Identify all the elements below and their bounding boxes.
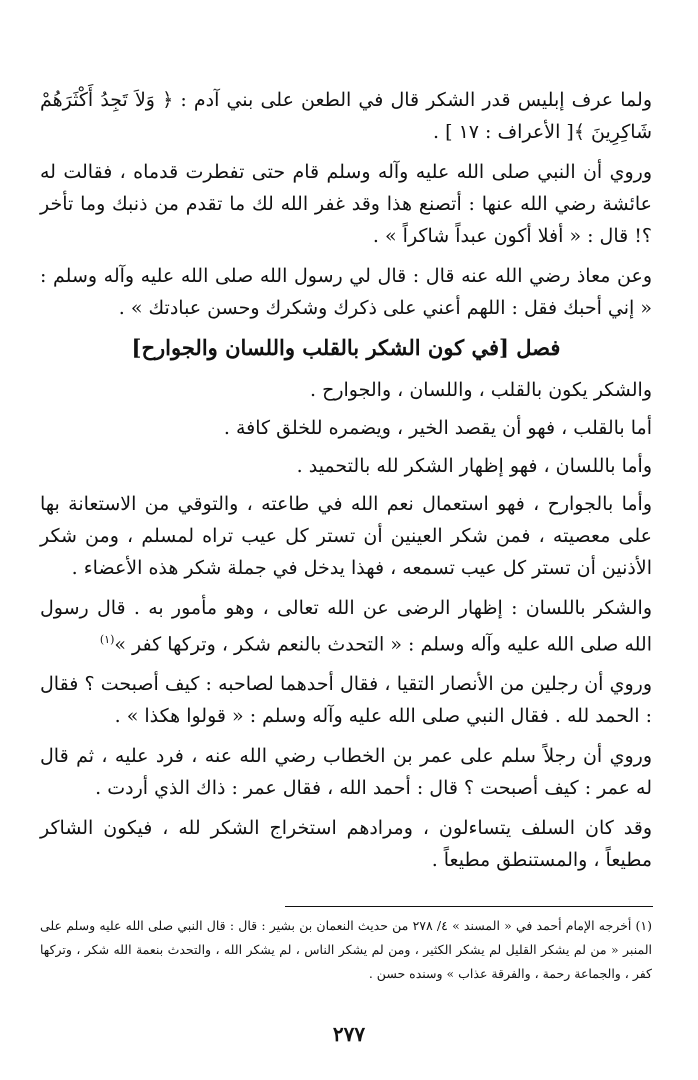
paragraph-tongue-gratitude-text: والشكر باللسان : إظهار الرضى عن الله تعالى ، وهو مأمور به . قال رسول الله صلى الله عليه وآله وسلم : « التحدث بالنعم شكر ، وتركها كفر » [40, 597, 652, 656]
main-text [40, 84, 652, 884]
paragraph-by-heart: أما بالقلب ، فهو أن يقصد الخير ، ويضمره للخلق كافة . [223, 417, 652, 439]
paragraph-by-tongue: وأما باللسان ، فهو إظهار الشكر لله بالتحميد . [296, 455, 652, 477]
paragraph-muadh-hadith: وعن معاذ رضي الله عنه قال : قال لي رسول الله صلى الله عليه وآله وسلم : « إني أحبك فقل : اللهم أعني على ذكرك وشكرك وحسن عبادتك » . [40, 265, 652, 319]
paragraph-shukr-types: والشكر يكون بالقلب ، واللسان ، والجوارح . [310, 379, 652, 401]
page-number: ٢٧٧ [332, 1022, 366, 1046]
footnote-text: (١) أخرجه الإمام أحمد في « المسند » ٤/ ٢٧٨ من حديث النعمان بن بشير : قال : قال النبي صلى الله عليه وسلم على المنبر « من لم يشكر القليل لم يشكر الكثير ، ومن لم يشكر الناس ، لم يشكر الله ، والتحدث بنعمة الله شكر ، وتركها كفر ، والجماعة رحمة ، والفرقة عذاب » وسنده حسن . [40, 918, 652, 981]
paragraph-ansar-story: وروي أن رجلين من الأنصار التقيا ، فقال أحدهما لصاحبه : كيف أصبحت ؟ فقال : الحمد لله . فقال النبي صلى الله عليه وآله وسلم : « قولوا هكذا » . [40, 673, 652, 728]
paragraph-aisha-hadith: وروي أن النبي صلى الله عليه وآله وسلم قام حتى تفطرت قدماه ، فقالت له عائشة رضي الله عنها : أتصنع هذا وقد غفر الله لك ما تقدم من ذنبك وما تأخر ؟! قال : « أفلا أكون عبداً شاكراً » . [40, 161, 652, 247]
paragraph-by-limbs: وأما بالجوارح ، فهو استعمال نعم الله في طاعته ، والتوقي من الاستعانة بها على معصيته ، فمن شكر العينين أن تستر كل عيب تراه لمسلم ، ومن شكر الأذنين أن تستر كل عيب تسمعه ، فهذا يدخل في جملة شكر هذه الأعضاء . [40, 493, 652, 579]
footnote-divider [285, 906, 653, 907]
footnote-marker[interactable]: (١) [99, 633, 115, 646]
paragraph-tongue-gratitude [40, 592, 652, 660]
paragraph-umar-story: وروي أن رجلاً سلم على عمر بن الخطاب رضي الله عنه ، فرد عليه ، ثم قال له عمر : كيف أصبحت ؟ قال : أحمد الله ، فقال عمر : ذاك الذي أردت . [40, 745, 652, 800]
paragraph-iblis: ولما عرف إبليس قدر الشكر قال في الطعن على بني آدم : ﴿ وَلاَ تَجِدُ أَكْثَرَهُمْ شَاكِرِينَ ﴾[ الأعراف : ١٧ ] . [40, 89, 652, 143]
paragraph-salaf: وقد كان السلف يتساءلون ، ومرادهم استخراج الشكر لله ، فيكون الشاكر مطيعاً ، والمستنطق مطيعاً . [40, 817, 652, 872]
section-heading: فصل [في كون الشكر بالقلب واللسان والجوارح] [131, 335, 561, 360]
